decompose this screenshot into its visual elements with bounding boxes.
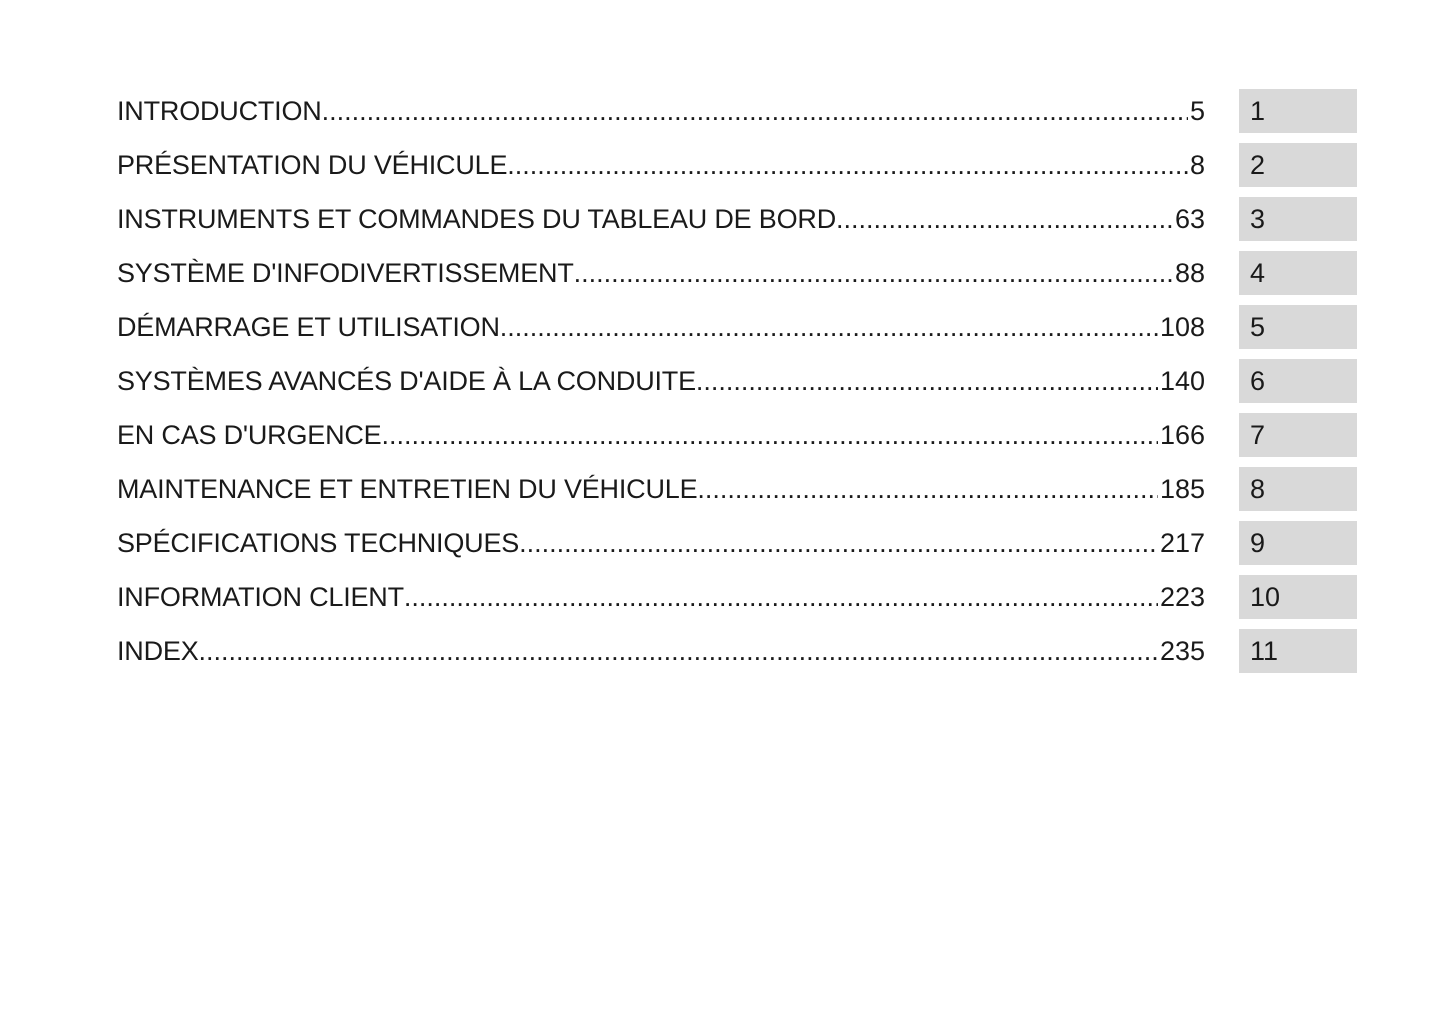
toc-page-number[interactable]: 223 [1159,582,1205,612]
toc-title[interactable]: DÉMARRAGE ET UTILISATION [117,312,500,342]
toc-entry[interactable] [117,89,1205,133]
dot-leader [382,413,1158,457]
toc-row-instruments[interactable] [117,197,1357,241]
toc-title[interactable]: SYSTÈME D'INFODIVERTISSEMENT [117,258,574,288]
section-tab[interactable]: 10 [1239,575,1357,619]
toc-entry[interactable] [117,413,1205,457]
toc-row-information-client[interactable] [117,575,1357,619]
toc-title[interactable]: INDEX [117,636,199,666]
toc-entry[interactable] [117,305,1205,349]
toc-row-maintenance[interactable] [117,467,1357,511]
toc-title[interactable]: PRÉSENTATION DU VÉHICULE [117,150,508,180]
section-tab[interactable]: 4 [1239,251,1357,295]
toc-page-number[interactable]: 5 [1189,96,1205,126]
toc-entry[interactable] [117,575,1205,619]
toc-title[interactable]: INTRODUCTION [117,96,322,126]
toc-page-number[interactable]: 63 [1174,204,1205,234]
table-of-contents [117,89,1357,683]
section-tab[interactable]: 2 [1239,143,1357,187]
toc-page-number[interactable]: 140 [1159,366,1205,396]
section-tab[interactable]: 3 [1239,197,1357,241]
toc-title[interactable]: EN CAS D'URGENCE [117,420,382,450]
section-tab[interactable]: 9 [1239,521,1357,565]
toc-page-number[interactable]: 235 [1159,636,1205,666]
toc-page-number[interactable]: 108 [1159,312,1205,342]
dot-leader [574,251,1173,295]
toc-entry[interactable] [117,197,1205,241]
toc-title[interactable]: INFORMATION CLIENT [117,582,404,612]
dot-leader [697,467,1158,511]
section-tab[interactable]: 1 [1239,89,1357,133]
toc-row-specifications[interactable] [117,521,1357,565]
dot-leader [322,89,1188,133]
toc-entry[interactable] [117,521,1205,565]
toc-row-introduction[interactable] [117,89,1357,133]
dot-leader [696,359,1158,403]
toc-page-number[interactable]: 217 [1159,528,1205,558]
dot-leader [500,305,1158,349]
dot-leader [404,575,1158,619]
toc-page-number[interactable]: 185 [1159,474,1205,504]
toc-title[interactable]: MAINTENANCE ET ENTRETIEN DU VÉHICULE [117,474,698,504]
toc-title[interactable]: SPÉCIFICATIONS TECHNIQUES [117,528,520,558]
toc-page-number[interactable]: 8 [1189,150,1205,180]
section-tab[interactable]: 6 [1239,359,1357,403]
toc-row-index[interactable] [117,629,1357,673]
section-tab[interactable]: 11 [1239,629,1357,673]
toc-entry[interactable] [117,629,1205,673]
dot-leader [199,629,1158,673]
dot-leader [519,521,1158,565]
toc-entry[interactable] [117,251,1205,295]
toc-row-infodivertissement[interactable] [117,251,1357,295]
toc-entry[interactable] [117,467,1205,511]
dot-leader [507,143,1188,187]
toc-row-urgence[interactable] [117,413,1357,457]
section-tab[interactable]: 8 [1239,467,1357,511]
toc-entry[interactable] [117,359,1205,403]
toc-page-number[interactable]: 166 [1159,420,1205,450]
toc-page-number[interactable]: 88 [1174,258,1205,288]
toc-row-demarrage[interactable] [117,305,1357,349]
toc-row-aide-conduite[interactable] [117,359,1357,403]
toc-title[interactable]: INSTRUMENTS ET COMMANDES DU TABLEAU DE BORD [117,204,836,234]
section-tab[interactable]: 7 [1239,413,1357,457]
dot-leader [836,197,1173,241]
section-tab[interactable]: 5 [1239,305,1357,349]
toc-entry[interactable] [117,143,1205,187]
toc-title[interactable]: SYSTÈMES AVANCÉS D'AIDE À LA CONDUITE [117,366,696,396]
toc-row-presentation[interactable] [117,143,1357,187]
